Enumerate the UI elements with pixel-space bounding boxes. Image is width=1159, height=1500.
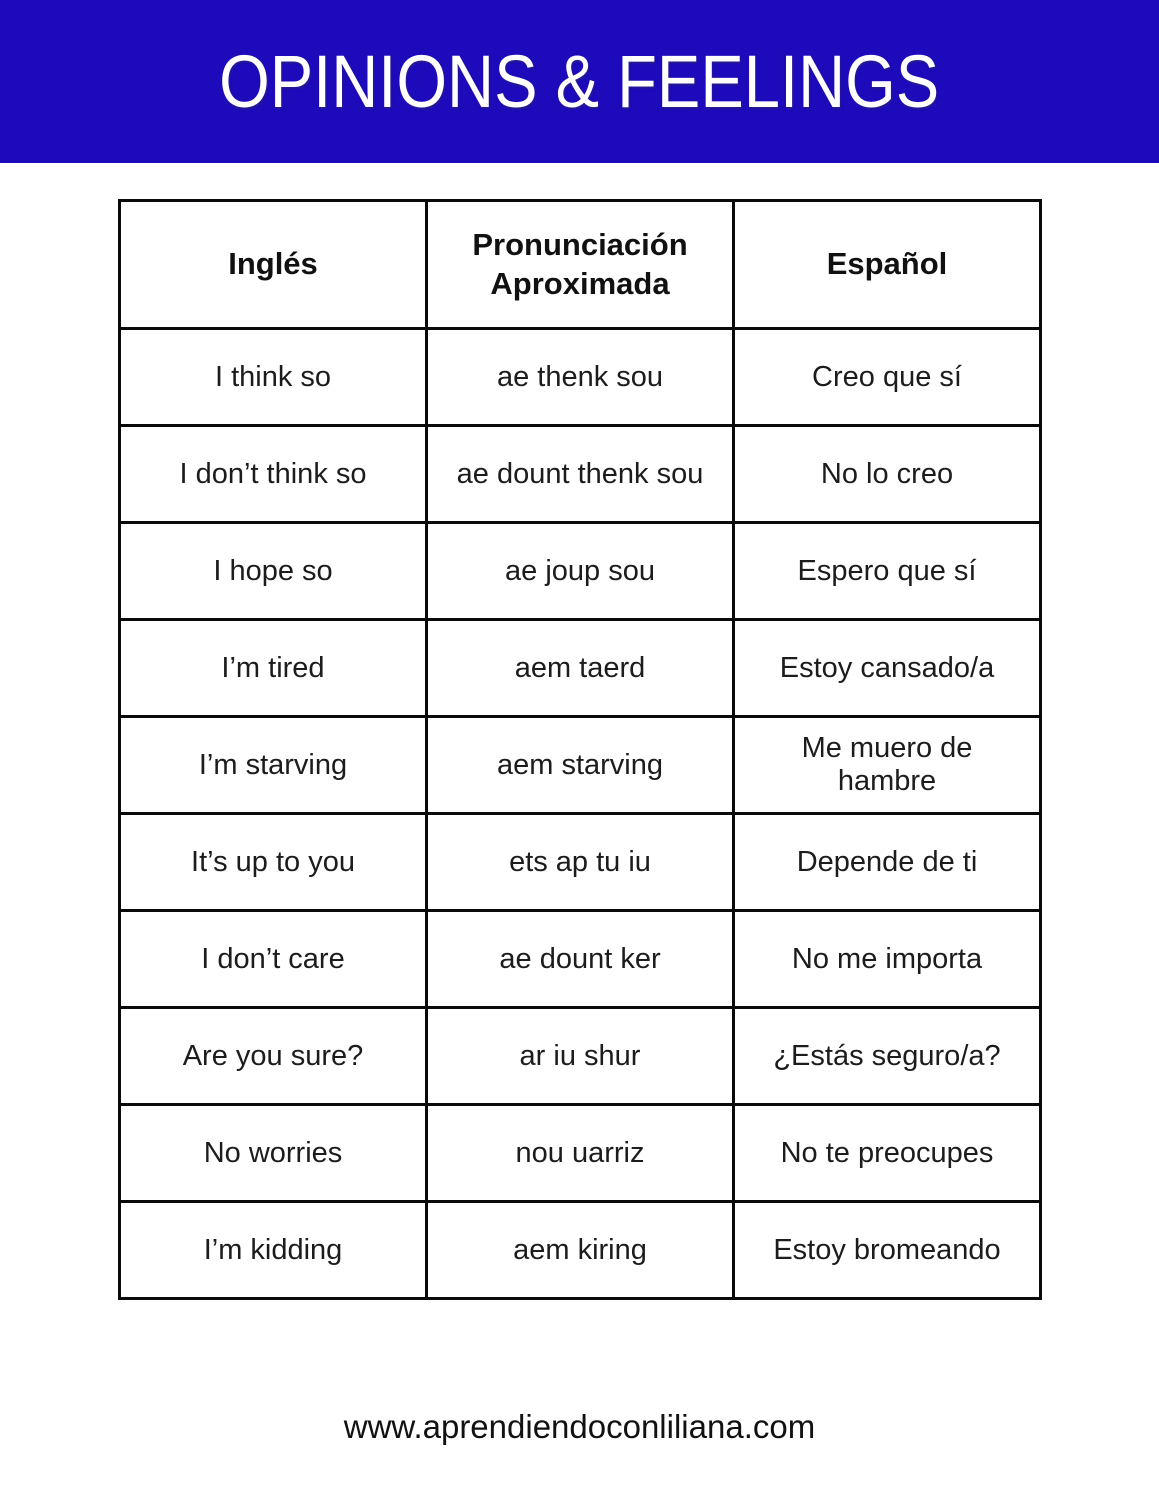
header-banner: [0, 0, 1159, 163]
table-row: [120, 1105, 1041, 1202]
cell-english: I hope so: [120, 523, 427, 620]
cell-english: I’m kidding: [120, 1202, 427, 1299]
cell-english: It’s up to you: [120, 814, 427, 911]
table-row: [120, 814, 1041, 911]
cell-pronunciation: ae dount ker: [427, 911, 734, 1008]
cell-pronunciation: nou uarriz: [427, 1105, 734, 1202]
column-header-pronunciacion: Pronunciación Aproximada: [427, 201, 734, 329]
cell-spanish: No me importa: [734, 911, 1041, 1008]
vocab-table: [118, 199, 1042, 1300]
table-row: [120, 620, 1041, 717]
cell-english: I don’t care: [120, 911, 427, 1008]
page-title: OPINIONS & FEELINGS: [219, 40, 940, 123]
cell-english: I’m tired: [120, 620, 427, 717]
cell-pronunciation: aem starving: [427, 717, 734, 814]
table-row: [120, 1202, 1041, 1299]
cell-pronunciation: ar iu shur: [427, 1008, 734, 1105]
cell-english: No worries: [120, 1105, 427, 1202]
cell-english: I’m starving: [120, 717, 427, 814]
cell-spanish: Creo que sí: [734, 329, 1041, 426]
cell-spanish: Estoy cansado/a: [734, 620, 1041, 717]
table-row: [120, 717, 1041, 814]
table-header: [120, 201, 1041, 329]
cell-spanish: Depende de ti: [734, 814, 1041, 911]
table-body: [120, 329, 1041, 1299]
table-row: [120, 1008, 1041, 1105]
cell-spanish: Me muero de hambre: [734, 717, 1041, 814]
cell-spanish: Espero que sí: [734, 523, 1041, 620]
cell-english: I don’t think so: [120, 426, 427, 523]
footer: [0, 1408, 1159, 1446]
website-url: www.aprendiendoconliliana.com: [343, 1408, 816, 1445]
table-row: [120, 911, 1041, 1008]
table-row: [120, 523, 1041, 620]
cell-spanish: Estoy bromeando: [734, 1202, 1041, 1299]
cell-spanish: ¿Estás seguro/a?: [734, 1008, 1041, 1105]
cell-english: Are you sure?: [120, 1008, 427, 1105]
cell-spanish: No te preocupes: [734, 1105, 1041, 1202]
column-header-espanol: Español: [734, 201, 1041, 329]
cell-pronunciation: ae joup sou: [427, 523, 734, 620]
table-row: [120, 426, 1041, 523]
column-header-ingles: Inglés: [120, 201, 427, 329]
cell-english: I think so: [120, 329, 427, 426]
header-row: [120, 201, 1041, 329]
cell-pronunciation: ae thenk sou: [427, 329, 734, 426]
cell-spanish: No lo creo: [734, 426, 1041, 523]
cell-pronunciation: ae dount thenk sou: [427, 426, 734, 523]
cell-pronunciation: aem taerd: [427, 620, 734, 717]
table-row: [120, 329, 1041, 426]
cell-pronunciation: aem kiring: [427, 1202, 734, 1299]
cell-pronunciation: ets ap tu iu: [427, 814, 734, 911]
